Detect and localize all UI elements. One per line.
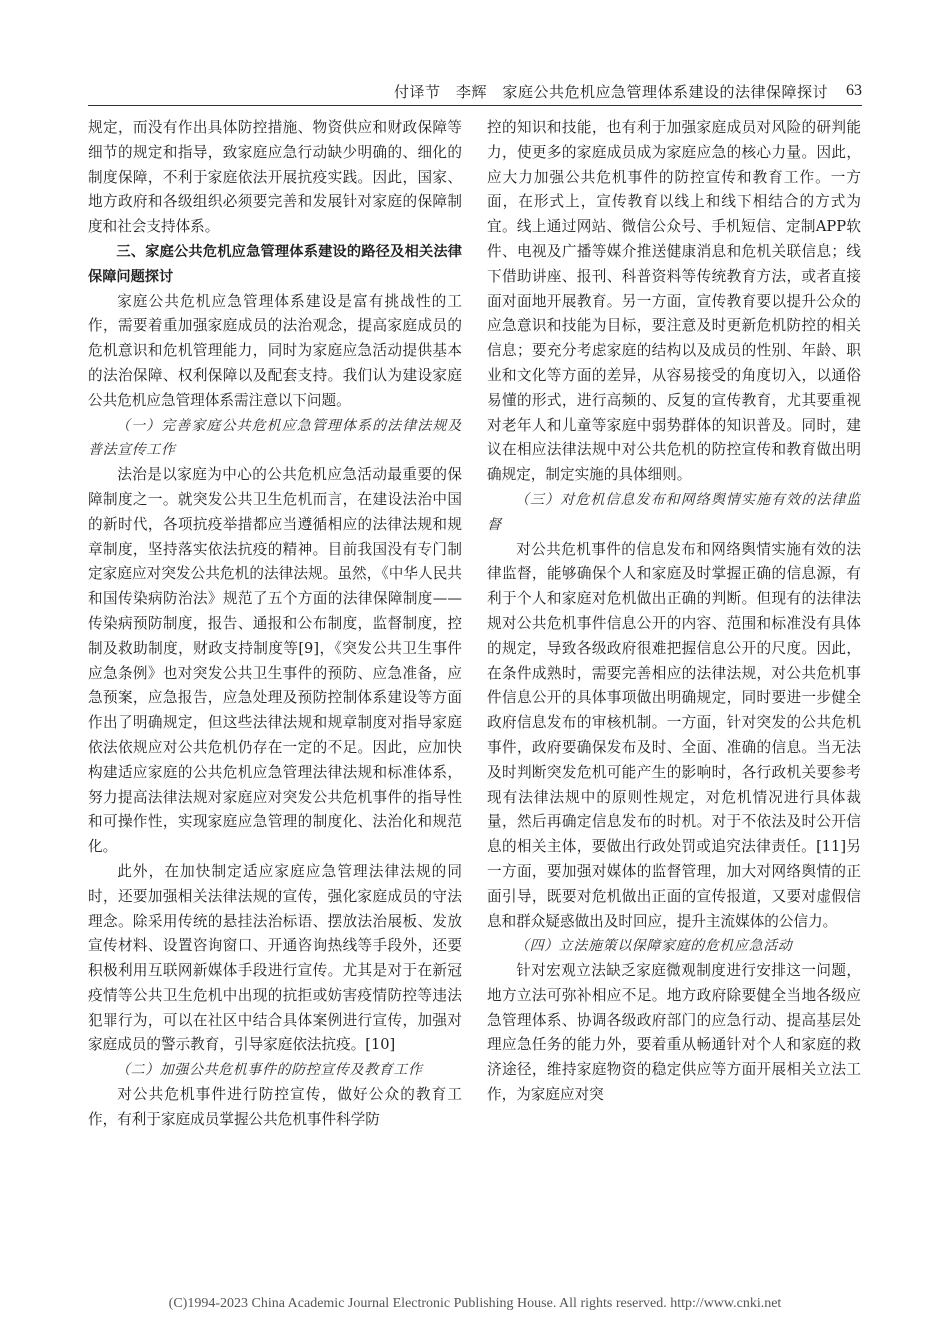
copyright-footer: (C)1994-2023 China Academic Journal Electronic Publishing House. All rights reserved. http://www.cnki.net (168, 1296, 782, 1311)
subsection-heading-2: （二）加强公共危机事件的防控宣传及教育工作 (116, 1062, 423, 1079)
left-column (88, 116, 462, 1286)
page-number: 63 (846, 82, 862, 99)
paragraph-continued: 控的知识和技能，也有利于加强家庭成员对风险的研判能力，使更多的家庭成员成为家庭应急的核心力量。因此，应大力加强公共危机事件的防控宣传和教育工作。一方面，在形式上，宣传教育以线上和线下相结合的方式为宜。线上通过网站、微信公众号、手机短信、定制APP软件、电视及广播等媒介推送健康消息和危机关联信息；线下借助讲座、报刊、科普资料等传统教育方法，或者直接面对面地开展教育。另一方面，宣传教育要以提升公众的应急意识和技能为目标，要注意及时更新危机防控的相关信息；要充分考虑家庭的结构以及成员的性别、年龄、职业和文化等方面的差异，从容易接受的角度切入，以通俗易懂的形式，进行高频的、反复的宣传教育，尤其要重视对老年人和儿童等家庭中弱势群体的知识普及。同时，建议在相应法律法规中对公共危机的防控宣传和教育做出明确规定，制定实施的具体细则。 (487, 119, 861, 484)
paragraph: 家庭公共危机应急管理体系建设是富有挑战性的工作，需要着重加强家庭成员的法治观念，提高家庭成员的危机意识和危机管理能力，同时为家庭应急活动提供基本的法治保障、权利保障以及配套支持。我们认为建设家庭公共危机应急管理体系需注意以下问题。 (88, 292, 462, 409)
header-rule (88, 105, 862, 106)
paragraph: 对公共危机事件进行防控宣传，做好公众的教育工作，有利于家庭成员掌握公共危机事件科学防 (88, 1086, 462, 1128)
running-title: 付译节 李辉 家庭公共危机应急管理体系建设的法律保障探讨 (393, 82, 828, 101)
right-column (487, 116, 861, 1286)
paragraph: 对公共危机事件的信息发布和网络舆情实施有效的法律监督，能够确保个人和家庭及时掌握正确的信息源，有利于个人和家庭对危机做出正确的判断。但现有的法律法规对公共危机事件信息公开的内容、范围和标准没有具体的规定，导致各级政府很难把握信息公开的尺度。因此，在条件成熟时，需要完善相应的法律法规，对公共危机事件信息公开的具体事项做出明确规定，同时要进一步健全政府信息发布的审核机制。一方面，针对突发的公共危机事件，政府要确保发布及时、全面、准确的信息。当无法及时判断突发危机可能产生的影响时，各行政机关要参考现有法律法规中的原则性规定，对危机情况进行具体裁量，然后再确定信息发布的时机。对于不依法及时公开信息的相关主体，要做出行政处罚或追究法律责任。[11]另一方面，要加强对媒体的监督管理，加大对网络舆情的正面引导，既要对危机做出正面的宣传报道，又要对虚假信息和群众疑惑做出及时回应，提升主流媒体的公信力。 (487, 540, 861, 930)
subsection-heading-1: （一）完善家庭公共危机应急管理体系的法律法规及普法宣传工作 (88, 417, 462, 459)
paragraph: 针对宏观立法缺乏家庭微观制度进行安排这一问题，地方立法可弥补相应不足。地方政府除要健全当地各级应急管理体系、协调各级政府部门的应急行动、提高基层处理应急任务的能力外，要着重从畅通针对个人和家庭的救济途径，维持家庭物资的稳定供应等方面开展相关立法工作，为家庭应对突 (487, 962, 861, 1104)
subsection-heading-4: （四）立法施策以保障家庭的危机应急活动 (515, 938, 793, 955)
paragraph: 法治是以家庭为中心的公共危机应急活动最重要的保障制度之一。就突发公共卫生危机而言，在建设法治中国的新时代，各项抗疫举措都应当遵循相应的法律法规和规章制度，坚持落实依法抗疫的精神。目前我国没有专门制定家庭应对突发公共危机的法律法规。虽然，《中华人民共和国传染病防治法》规范了五个方面的法律保障制度——传染病预防制度，报告、通报和公布制度，监督制度，控制及救助制度，财政支持制度等[9]，《突发公共卫生事件应急条例》也对突发公共卫生事件的预防、应急准备，应急预案，应急报告，应急处理及预防控制体系建设等方面作出了明确规定，但这些法律法规和规章制度对指导家庭依法依规应对公共危机仍存在一定的不足。因此，应加快构建适应家庭的公共危机应急管理法律法规和标准体系，努力提高法律法规对家庭应对突发公共危机事件的指导性和可操作性，实现家庭应急管理的制度化、法治化和规范化。 (88, 466, 462, 856)
paragraph: 此外，在加快制定适应家庭应急管理法律法规的同时，还要加强相关法律法规的宣传，强化家庭成员的守法理念。除采用传统的悬挂法治标语、摆放法治展板、发放宣传材料、设置咨询窗口、开通咨询热线等手段外，还要积极利用互联网新媒体手段进行宣传。尤其是对于在新冠疫情等公共卫生危机中出现的抗拒或妨害疫情防控等违法犯罪行为，可以在社区中结合具体案例进行宣传，加强对家庭成员的警示教育，引导家庭依法抗疫。[10] (88, 862, 462, 1054)
section-heading-3: 三、家庭公共危机应急管理体系建设的路径及相关法律保障问题探讨 (88, 243, 462, 285)
running-header (88, 78, 862, 104)
subsection-heading-3: （三）对危机信息发布和网络舆情实施有效的法律监督 (487, 491, 861, 533)
paragraph-continued: 规定，而没有作出具体防控措施、物资供应和财政保障等细节的规定和指导，致家庭应急行动缺少明确的、细化的制度保障，不利于家庭依法开展抗疫实践。因此，国家、地方政府和各级组织必须要完善和发展针对家庭的保障制度和社会支持体系。 (88, 119, 462, 236)
